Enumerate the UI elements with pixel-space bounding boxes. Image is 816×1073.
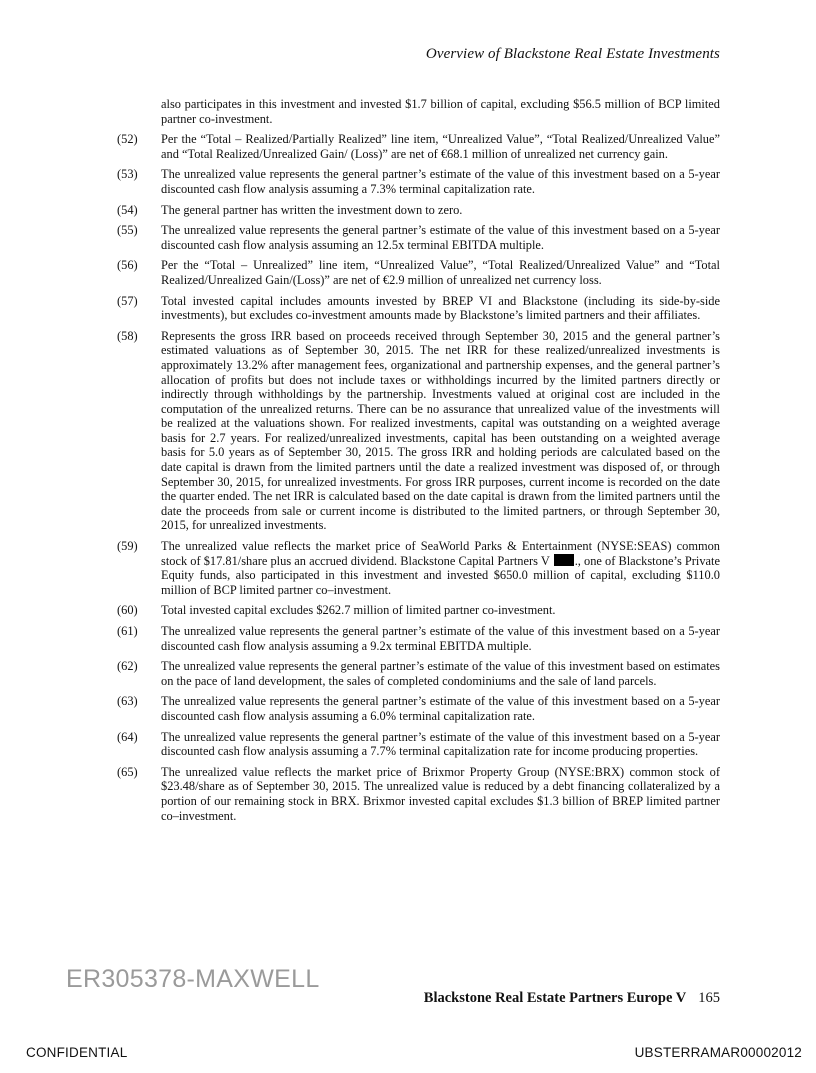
footnote-text [161,539,720,597]
footnote-text: The unrealized value represents the general partner’s estimate of the value of this investment based on a 5-year discounted cash flow analysis assuming an 12.5x terminal EBITDA multiple. [161,223,720,252]
footnote-text-part: The unrealized value reflects the market price of SeaWorld Parks & Entertainment (NYSE:SEAS) common stock of $17.81/share plus an accrued dividend. Blackstone Capital Partners V [161,539,720,568]
footnote-text: The unrealized value represents the general partner’s estimate of the value of this investment based on a 5-year discounted cash flow analysis assuming a 9.2x terminal EBITDA multiple. [161,624,720,653]
footnote-text-part: ., one of Blackstone’s Private Equity funds, also participated in this investment and invested $650.0 million of capital, excluding $110.0 million of BCP limited partner co–investment. [161,553,720,597]
footnote-63 [117,694,720,723]
footnote-text: Total invested capital includes amounts invested by BREP VI and Blackstone (including its side-by-side investments), but excludes co-investment amounts made by Blackstone’s limited partners and their affiliates. [161,293,720,323]
footnote-number: (59) [117,539,138,554]
footnote-60 [117,603,720,618]
page-footer [424,990,720,1007]
footnote-text: The unrealized value represents the general partner’s estimate of the value of this investment based on estimates on the pace of land development, the sales of completed condominiums and the sale of land parcels. [161,659,720,688]
confidential-label: CONFIDENTIAL [26,1045,128,1060]
footnote-57 [117,294,720,323]
footnote-number: (52) [117,132,138,147]
footnote-64 [117,730,720,759]
page-number: 165 [698,990,720,1006]
footnote-54 [117,203,720,218]
footnote-text: The unrealized value represents the general partner’s estimate of the value of this investment based on a 5-year discounted cash flow analysis assuming a 7.7% terminal capitalization rate for income producing properties. [161,729,720,759]
footnote-number: (55) [117,223,138,238]
footnote-number: (63) [117,694,138,709]
footnote-text: The unrealized value represents the general partner’s estimate of the value of this investment based on a 5-year discounted cash flow analysis assuming a 7.3% terminal capitalization rate. [161,167,720,196]
footnote-number: (62) [117,659,138,674]
redaction-box [554,554,574,566]
footnote-number: (54) [117,202,138,217]
footnotes-body [117,97,720,829]
footnote-number: (53) [117,167,138,182]
footnote-text: Per the “Total – Unrealized” line item, “Unrealized Value”, “Total Realized/Unrealized Value” and “Total Realized/Unrealized Gain/(Loss)” are net of €2.9 million of unrealized net currency loss. [161,258,720,287]
footnote-56 [117,258,720,287]
footnote-text: The unrealized value reflects the market price of Brixmor Property Group (NYSE:BRX) common stock of $23.48/share as of September 30, 2015. The unrealized value is reduced by a debt financing collateralized by a portion of our remaining stock in BRX. Brixmor invested capital excludes $1.3 billion of BREP limited partner co–investment. [161,764,720,823]
intro-paragraph: also participates in this investment and invested $1.7 billion of capital, excluding $56.5 million of BCP limited partner co-investment. [161,97,720,126]
footnote-61 [117,624,720,653]
footnote-number: (61) [117,624,138,638]
footnote-number: (64) [117,729,138,744]
footnote-text: The unrealized value represents the general partner’s estimate of the value of this investment based on a 5-year discounted cash flow analysis assuming a 6.0% terminal capitalization rate. [161,694,720,723]
footer-title: Blackstone Real Estate Partners Europe V [423,990,687,1006]
footnote-59 [117,539,720,597]
exhibit-stamp: ER305378-MAXWELL [66,965,320,993]
footnote-text: Total invested capital excludes $262.7 million of limited partner co-investment. [161,603,556,618]
bates-number: UBSTERRAMAR00002012 [634,1045,802,1060]
footnote-number: (57) [117,293,138,308]
footnote-52 [117,132,720,161]
footnote-55 [117,223,720,252]
footnote-number: (60) [117,603,138,618]
footnote-number: (65) [117,764,138,779]
running-header: Overview of Blackstone Real Estate Investments [425,46,720,62]
footnote-text: Represents the gross IRR based on proceeds received through September 30, 2015 and the general partner’s estimated valuations as of September 30, 2015. The net IRR for these realized/unrealized investments is approximately 13.2% after management fees, organizational and partnership expenses, and the general partner’s allocation of profits but does not include taxes or withholdings incurred by the limited partners directly or indirectly through withholdings by the partnership. Investments valued at original cost are included in the computation of the unrealized returns. There can be no assurance that unrealized value of the investments will be realized at the valuations shown. For realized investments, capital was outstanding on a weighted average basis for 2.7 years. For realized/unrealized investments, capital has been outstanding on a weighted average basis for 5.0 years as of September 30, 2015. The gross IRR and holding periods are calculated based on the date capital is drawn from the limited partners until the date a realized investment was disposed of, or through September 30, 2015, for unrealized investments. For gross IRR purposes, current income is recorded on the date the quarter ended. The net IRR is calculated based on the date capital is drawn from the limited partners until the date the proceeds from sale or current income is distributed to the limited partners, or through September 30, 2015, for unrealized investments. [161,328,720,533]
footnote-number: (56) [117,258,138,273]
footnote-number: (58) [117,328,138,343]
footnote-58 [117,329,720,533]
footnote-65 [117,765,720,823]
footnote-text: Per the “Total – Realized/Partially Realized” line item, “Unrealized Value”, “Total Realized/Unrealized Value” and “Total Realized/Unrealized Gain/ (Loss)” are net of €68.1 million of unrealized net currency gain. [161,132,720,161]
footnote-53 [117,167,720,196]
footnote-text: The general partner has written the investment down to zero. [161,202,463,217]
footnote-62 [117,659,720,688]
